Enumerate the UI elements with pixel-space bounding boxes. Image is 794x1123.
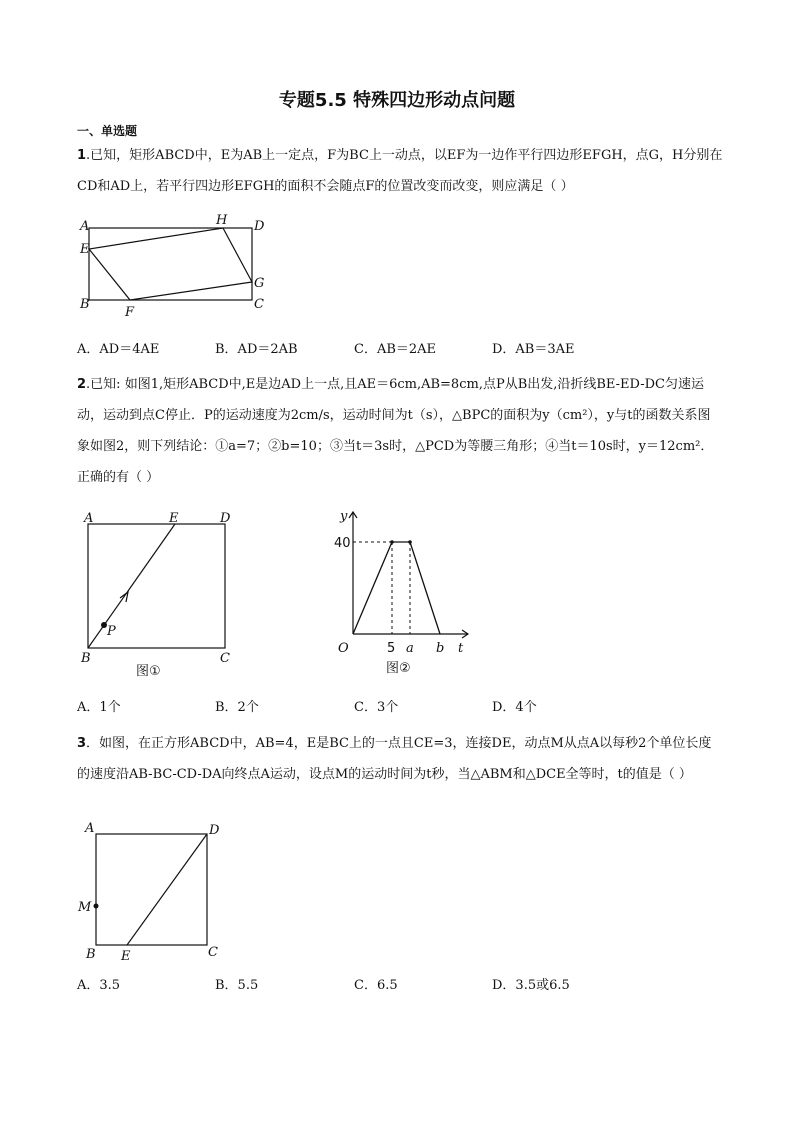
label-b: B bbox=[81, 651, 91, 666]
question-1-text bbox=[77, 140, 723, 202]
segment-be bbox=[88, 524, 175, 648]
label-c: C bbox=[254, 297, 264, 312]
parallelogram-efgh bbox=[89, 228, 252, 300]
page-title: 专题5.5 特殊四边形动点问题 bbox=[278, 90, 516, 111]
point-m bbox=[94, 904, 99, 909]
option-a[interactable]: A．AD＝4AE bbox=[77, 342, 160, 357]
square-abcd bbox=[96, 834, 207, 945]
option-b[interactable]: B．2个 bbox=[215, 700, 259, 715]
option-b[interactable]: B．5.5 bbox=[215, 978, 259, 993]
question-3-body: ．如图，在正方形ABCD中，AB=4，E是BC上的一点且CE=3，连接DE，动点M从点A以每秒2个单位长度的速度沿AB-BC-CD-DA向终点A运动，设点M的运动时间为t秒，当△ABM和△DCE全等时，t的值是（ ） bbox=[77, 736, 712, 782]
segment-de bbox=[127, 834, 207, 945]
label-y: y bbox=[340, 509, 348, 524]
rectangle-abcd bbox=[89, 228, 252, 300]
label-p: P bbox=[107, 624, 116, 639]
question-1-figure bbox=[80, 212, 270, 324]
label-a-value: a bbox=[406, 641, 414, 656]
question-1-options bbox=[77, 338, 727, 358]
section-heading: 一、单选题 bbox=[77, 124, 138, 138]
option-d[interactable]: D．AB＝3AE bbox=[492, 342, 575, 357]
question-2-options bbox=[77, 696, 727, 716]
question-3-figure bbox=[76, 820, 236, 968]
question-2-figure-2 bbox=[330, 506, 480, 678]
question-2-body: .已知: 如图1,矩形ABCD中,E是边AD上一点,且AE＝6cm,AB=8cm,点P从B出发,沿折线BE-ED-DC匀速运动，运动到点C停止．P的运动速度为2cm/s，运动时间为t（s），△BPC的面积为y（cm²），y与t的函数关系图象如图2，则下列结论：①a=7；②b=10；③当t＝3s时，△PCD为等腰三角形；④当t＝10s时，y＝12cm²．正确的有（ ） bbox=[77, 377, 714, 485]
option-a[interactable]: A．3.5 bbox=[77, 978, 121, 993]
label-t: t bbox=[458, 641, 464, 656]
graph-point-1 bbox=[390, 540, 394, 544]
figure-2-caption: 图② bbox=[386, 661, 411, 676]
label-m: M bbox=[78, 900, 92, 915]
label-e: E bbox=[121, 949, 131, 964]
graph-point-2 bbox=[408, 540, 412, 544]
question-3-number: 3 bbox=[77, 736, 87, 751]
label-g: G bbox=[254, 276, 265, 291]
option-c[interactable]: C．3个 bbox=[354, 700, 399, 715]
option-c[interactable]: C．AB＝2AE bbox=[354, 342, 437, 357]
label-c: C bbox=[208, 945, 218, 960]
question-3-options bbox=[77, 974, 727, 994]
label-h: H bbox=[216, 213, 228, 228]
function-graph bbox=[353, 542, 440, 634]
question-1-number: 1 bbox=[77, 148, 87, 163]
question-2-number: 2 bbox=[77, 377, 87, 392]
option-d[interactable]: D．3.5或6.5 bbox=[492, 978, 570, 993]
question-1-body: .已知，矩形ABCD中，E为AB上一定点，F为BC上一动点，以EF为一边作平行四边形EFGH，点G，H分别在CD和AD上，若平行四边形EFGH的面积不会随点F的位置改变而改变，则应满足（ ） bbox=[77, 148, 723, 194]
question-3-text bbox=[77, 728, 723, 790]
label-d: D bbox=[220, 511, 231, 526]
option-a[interactable]: A．1个 bbox=[77, 700, 121, 715]
question-2-text bbox=[77, 369, 723, 493]
label-e: E bbox=[80, 242, 90, 257]
label-40: 40 bbox=[334, 536, 351, 551]
label-b-value: b bbox=[436, 641, 445, 656]
label-f: F bbox=[125, 305, 135, 320]
label-b: B bbox=[86, 947, 96, 962]
label-b: B bbox=[80, 297, 90, 312]
label-a: A bbox=[80, 219, 90, 234]
option-c[interactable]: C．6.5 bbox=[354, 978, 398, 993]
option-d[interactable]: D．4个 bbox=[492, 700, 537, 715]
label-a: A bbox=[84, 511, 94, 526]
label-e: E bbox=[169, 511, 179, 526]
label-d: D bbox=[254, 219, 265, 234]
label-d: D bbox=[209, 823, 220, 838]
question-2-figure-1 bbox=[78, 506, 258, 678]
label-5: 5 bbox=[387, 641, 396, 656]
option-b[interactable]: B．AD＝2AB bbox=[215, 342, 298, 357]
figure-1-caption: 图① bbox=[136, 664, 161, 679]
label-c: C bbox=[220, 651, 230, 666]
label-a: A bbox=[85, 821, 95, 836]
label-origin: O bbox=[338, 641, 349, 656]
